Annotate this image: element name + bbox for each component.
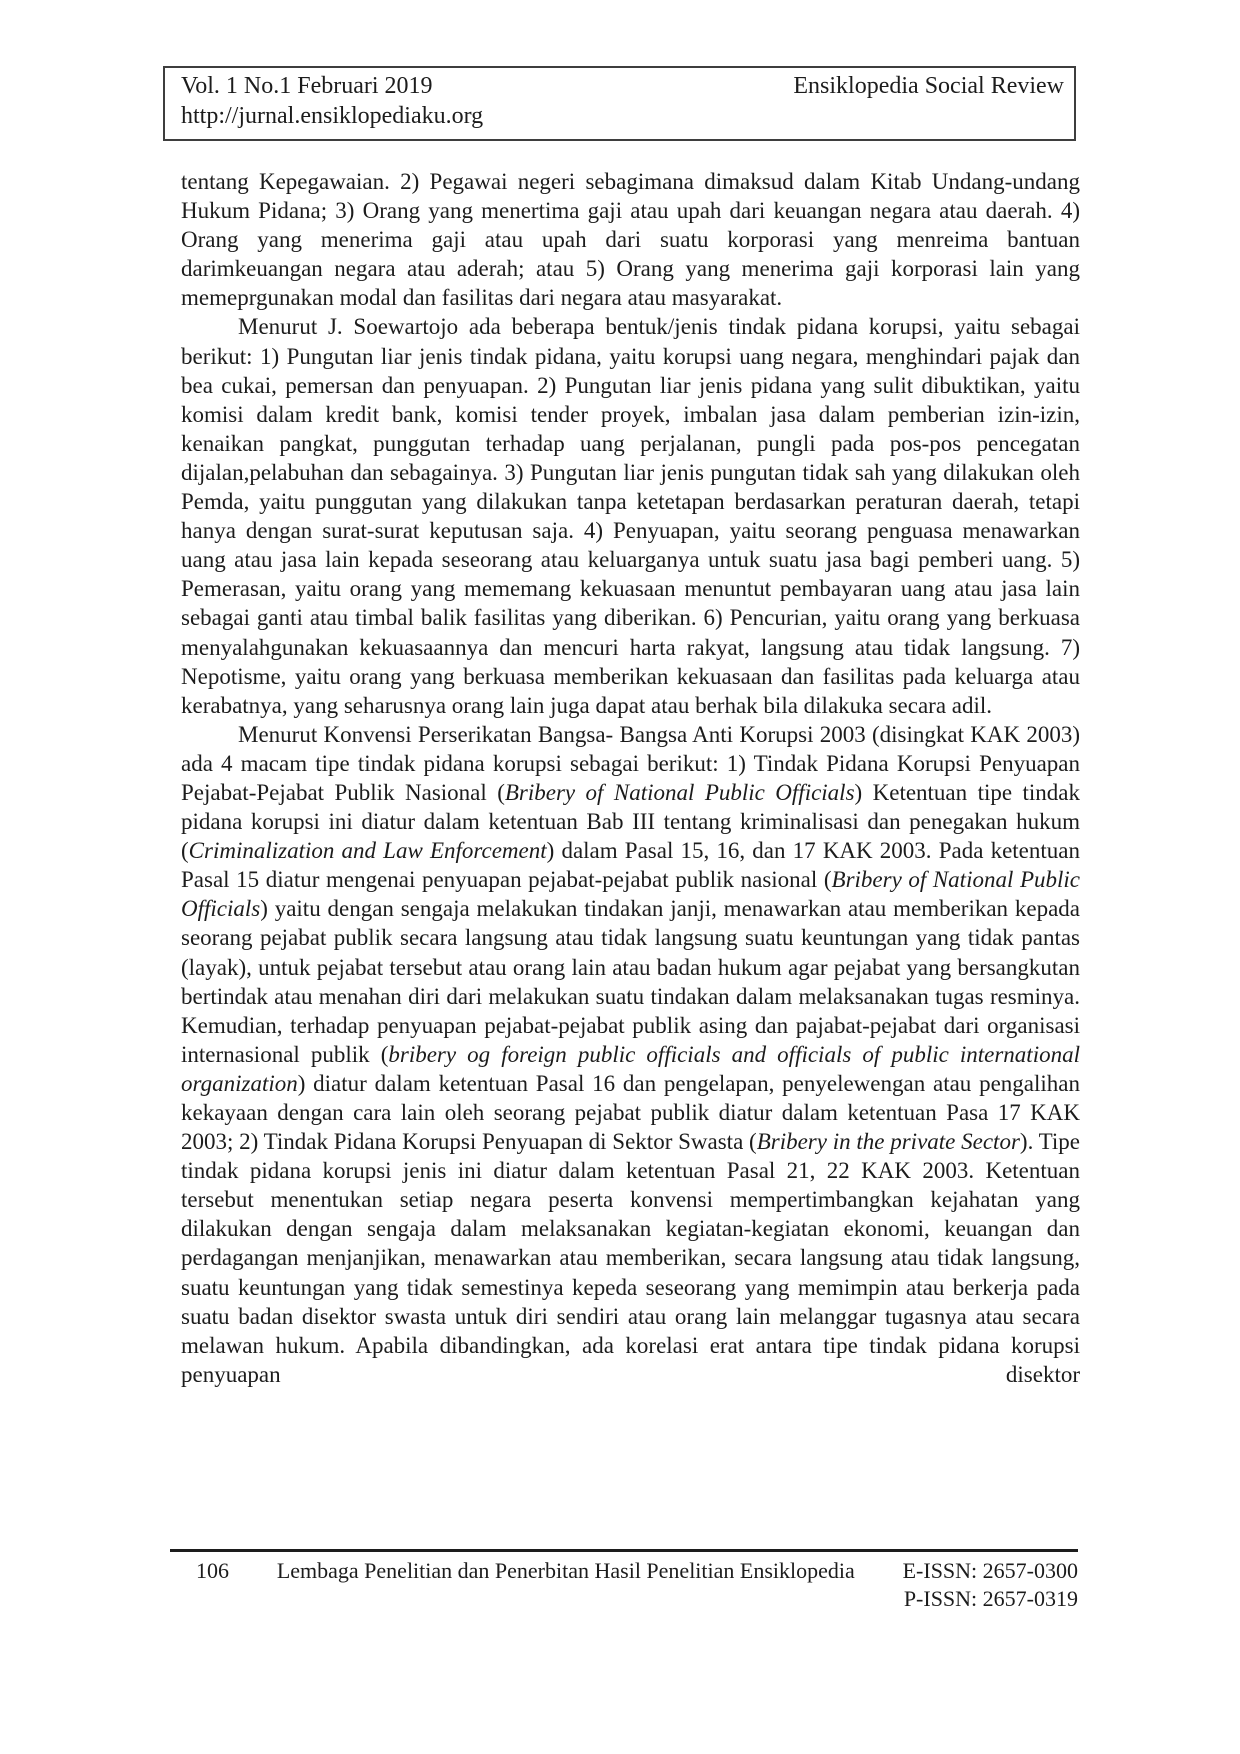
journal-url: http://jurnal.ensiklopediaku.org — [181, 103, 484, 129]
e-issn: E-ISSN: 2657-0300 — [902, 1558, 1078, 1583]
text-run: ) dalam Pasal 15, 16, dan 17 KAK 2003. Pada ketentuan Pasal 15 diatur mengenai penyuapan pejabat-pejabat publik nasional ( — [181, 838, 1080, 893]
journal-title: Ensiklopedia Social Review — [793, 73, 1064, 99]
footer-row — [170, 1557, 1078, 1613]
italic-text-run: Bribery in the private Sector — [756, 1129, 1020, 1155]
page-header-box — [163, 66, 1076, 141]
italic-text-run: Bribery of National Public Officials — [504, 779, 855, 805]
page-footer — [170, 1549, 1078, 1613]
paragraph — [181, 167, 1080, 312]
text-run: ). Tipe tindak pidana korupsi jenis ini diatur dalam ketentuan Pasal 21, 22 KAK 2003. Ketentuan tersebut menentukan setiap negara peserta konvensi mempertimbangkan kejahatan yang dilakukan dengan sengaja dalam melaksanakan kegiatan-kegiatan ekonomi, keuangan dan perdagangan menjanjikan, menawarkan atau memberikan, secara langsung atau tidak langsung, suatu keuntungan yang tidak semestinya kepeda seseorang yang memimpin atau berkerja pada suatu badan disektor swasta untuk diri sendiri atau orang lain melanggar tugasnya atau secara melawan hukum. Apabila dibandingkan, ada korelasi erat antara tipe tindak pidana korupsi penyuapan disektor — [181, 1129, 1080, 1387]
text-run: ) diatur dalam ketentuan Pasal 16 dan pengelapan, penyelewengan atau pengalihan kekayaan dengan cara lain oleh seorang pejabat publik diatur dalam ketentuan Pasa 17 KAK 2003; 2) Tindak Pidana Korupsi Penyuapan di Sektor Swasta ( — [181, 1070, 1080, 1155]
paragraph — [181, 312, 1080, 719]
page-number: 106 — [196, 1558, 229, 1583]
text-run: Menurut J. Soewartojo ada beberapa bentuk/jenis tindak pidana korupsi, yaitu sebagai berikut: 1) Pungutan liar jenis tindak pidana, yaitu korupsi uang negara, menghindari pajak dan bea cukai, pemersan dan penyuapan. 2) Pungutan liar jenis pidana yang sulit dibuktikan, yaitu komisi dalam kredit bank, komisi tender proyek, imbalan jasa dalam pemberian izin-izin, kenaikan pangkat, punggutan terhadap uang perjalanan, pungli pada pos-pos pencegatan dijalan,pelabuhan dan sebagainya. 3) Pungutan liar jenis pungutan tidak sah yang dilakukan oleh Pemda, yaitu punggutan yang dilakukan tanpa ketetapan berdasarkan peraturan daerah, tetapi hanya dengan surat-surat keputusan saja. 4) Penyuapan, yaitu seorang penguasa menawarkan uang atau jasa lain kepada seseorang atau keluarganya untuk suatu jasa bagi pemberi uang. 5) Pemerasan, yaitu orang yang mememang kekuasaan menuntut pembayaran uang atau jasa lain sebagai ganti atau timbal balik fasilitas yang diberikan. 6) Pencurian, yaitu orang yang berkuasa menyalahgunakan kekuasaannya dan mencuri harta rakyat, langsung atau tidak langsung. 7) Nepotisme, yaitu orang yang berkuasa memberikan kekuasaan dan fasilitas pada keluarga atau kerabatnya, yang seharusnya orang lain juga dapat atau berhak bila dilakuka secara adil. — [181, 314, 1080, 718]
italic-text-run: Criminalization and Law Enforcement — [188, 838, 547, 864]
publisher-name: Lembaga Penelitian dan Penerbitan Hasil Penelitian Ensiklopedia — [276, 1558, 855, 1583]
text-run: Menurut Konvensi Perserikatan Bangsa- Bangsa Anti Korupsi 2003 (disingkat KAK 2003) ada 4 macam tipe tindak pidana korupsi sebagai berikut: 1) Tindak Pidana Korupsi Penyuapan Pejabat-Pejabat Publik Nasional ( — [181, 721, 1080, 805]
issn-block — [903, 1557, 1078, 1613]
italic-text-run: bribery og foreign public officials and officials of public international organization — [181, 1041, 1080, 1096]
paragraph — [181, 720, 1080, 1389]
italic-text-run: Bribery of National Public Officials — [181, 867, 1080, 922]
header-row-bottom — [181, 101, 1064, 131]
volume-issue-date: Vol. 1 No.1 Februari 2019 — [181, 73, 433, 99]
text-run: ) yaitu dengan sengaja melakukan tindakan janji, menawarkan atau memberikan kepada seorang pejabat publik secara langsung atau tidak langsung suatu keuntungan yang tidak pantas (layak), untuk pejabat tersebut atau orang lain atau badan hukum agar pejabat yang bersangkutan bertindak atau menahan diri dari melakukan suatu tindakan dalam melaksanakan tugas resminya. Kemudian, terhadap penyuapan pejabat-pejabat publik asing dan pajabat-pejabat dari organisasi internasional publik ( — [181, 896, 1080, 1067]
text-run: ) Ketentuan tipe tindak pidana korupsi ini diatur dalam ketentuan Bab III tentang kriminalisasi dan penegakan hukum ( — [181, 779, 1080, 864]
article-body — [181, 167, 1080, 1389]
text-run: tentang Kepegawaian. 2) Pegawai negeri sebagimana dimaksud dalam Kitab Undang-undang Hukum Pidana; 3) Orang yang menertima gaji atau upah dari keuangan negara atau daerah. 4) Orang yang menerima gaji atau upah dari suatu korporasi yang menreima bantuan darimkeuangan negara atau aderah; atau 5) Orang yang menerima gaji korporasi lain yang memeprgunakan modal dan fasilitas dari negara atau masyarakat. — [181, 169, 1080, 311]
p-issn: P-ISSN: 2657-0319 — [903, 1586, 1078, 1611]
header-row-top — [181, 71, 1064, 101]
